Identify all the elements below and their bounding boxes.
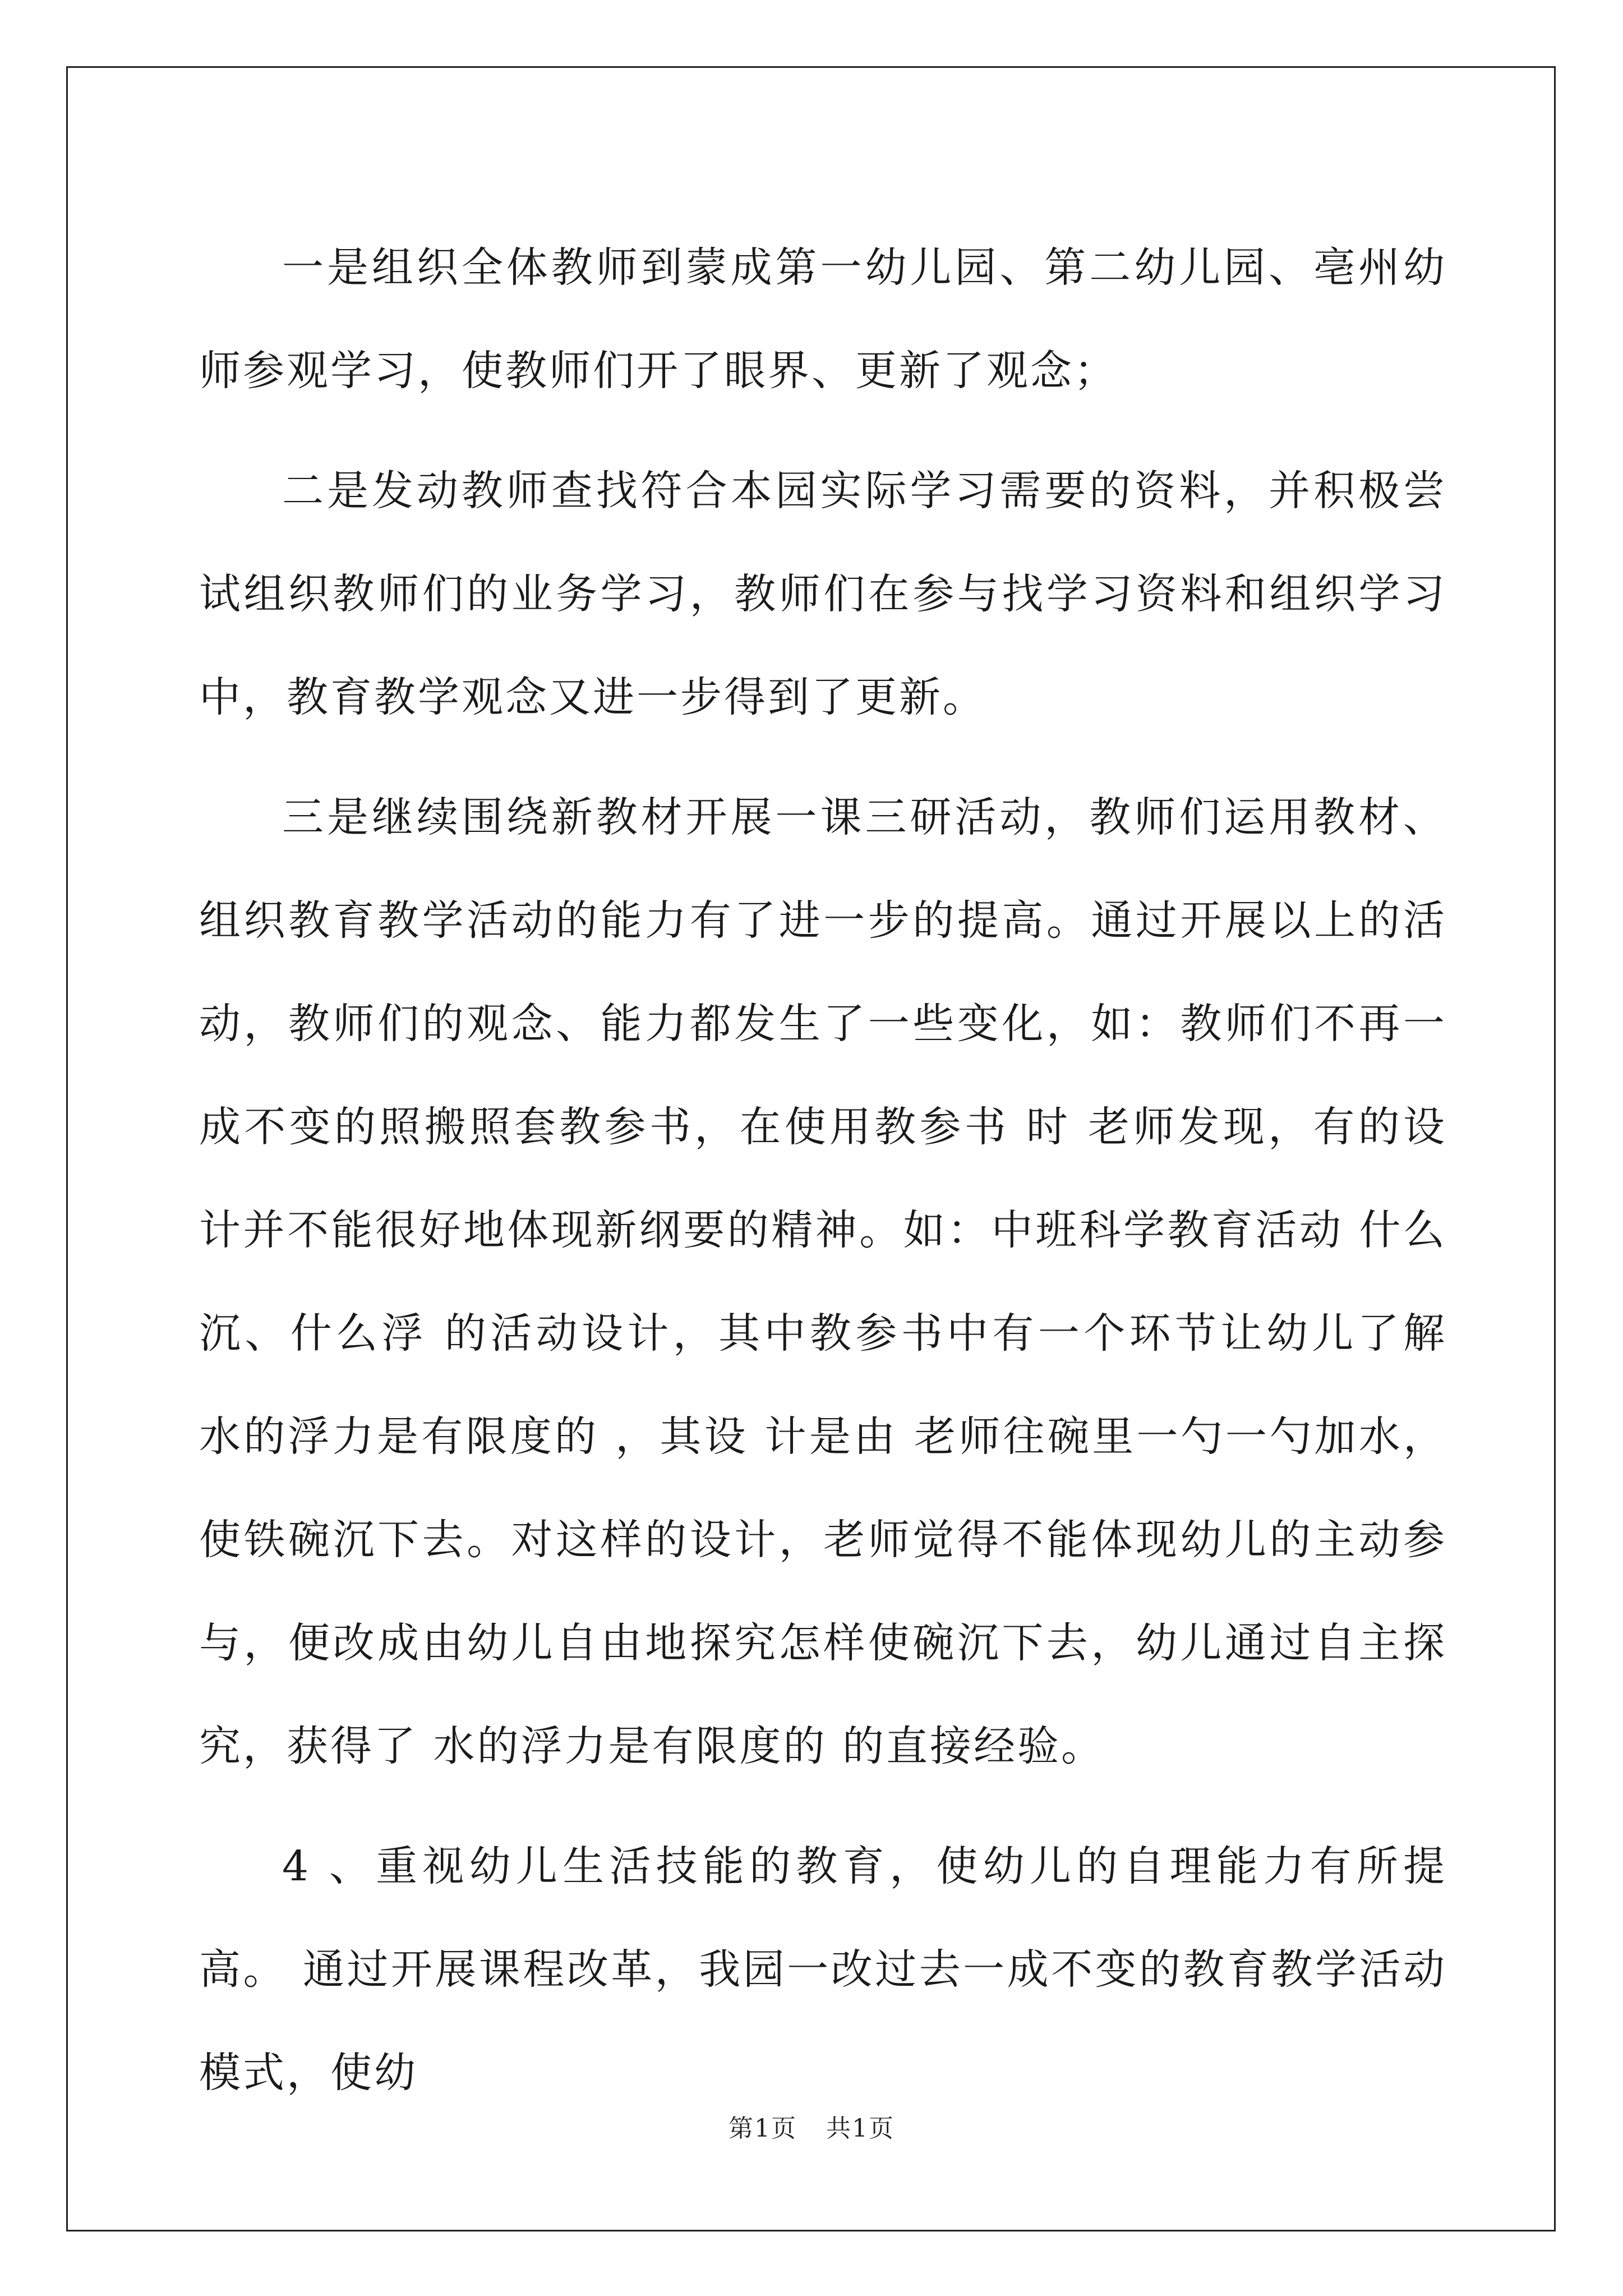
- paragraph-2: 二是发动教师查找符合本园实际学习需要的资料，并积极尝试组织教师们的业务学习，教师们在参与找学习资料和组织学习中，教育教学观念又进一步得到了更新。: [199, 467, 1447, 721]
- paragraph-3: 三是继续围绕新教材开展一课三研活动，教师们运用教材、组织教育教学活动的能力有了进一步的提高。通过开展以上的活动，教师们的观念、能力都发生了一些变化，如：教师们不再一成不变的照搬照套教参书，在使用教参书 时 老师发现，有的设计并不能很好地体现新纲要的精神。如：中班科学教育活动 什么沉、什么浮 的活动设计，其中教参书中有一个环节让幼儿了解 水的浮力是有限度的 ，其设 计是由 老师往碗里一勺一勺加水，使铁碗沉下去。对这样的设计，老师觉得不能体现幼儿的主动参与，便改成由幼儿自由地探究怎样使碗沉下去，幼儿通过自主探究，获得了 水的浮力是有限度的 的直接经验。: [199, 793, 1447, 1770]
- paragraph-4: 4 、重视幼儿生活技能的教育，使幼儿的自理能力有所提高。 通过开展课程改革，我园一改过去一成不变的教育教学活动模式，使幼: [199, 1842, 1447, 2097]
- page-footer: [0, 2108, 1623, 2144]
- paragraph-1: 一是组织全体教师到蒙成第一幼儿园、第二幼儿园、亳州幼师参观学习，使教师们开了眼界、更新了观念；: [199, 243, 1447, 395]
- page-number-total: 共1页: [826, 2114, 895, 2143]
- document-body: [199, 216, 1447, 2141]
- page-number-current: 第1页: [728, 2114, 797, 2143]
